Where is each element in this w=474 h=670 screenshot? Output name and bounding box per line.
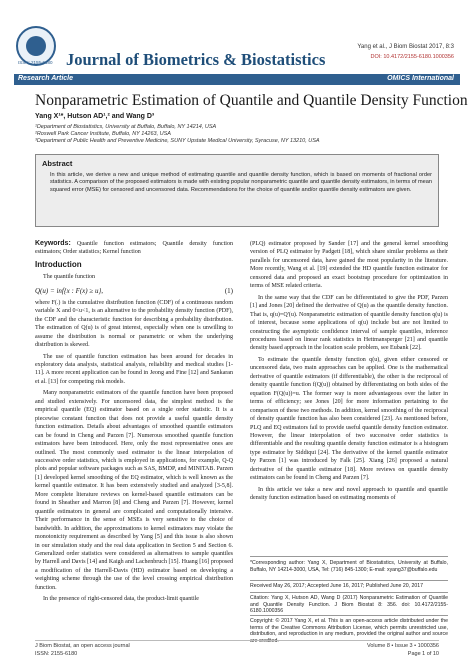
paragraph: where F(.) is the cumulative distribution function (CDF) of a continuous random variable X and 0<u<1, is an alternative to the probability density function (PDF), the CDF and the characteristic function for describing a probability distribution. The estimation of Q(u) is of great interest, especially when one is unwilling to assume the distribution is normal or parametric or when the underlying distribution is skewed. [35, 299, 233, 349]
article-authors: Yang X¹*, Hutson AD¹,² and Wang D³ [35, 113, 155, 120]
keywords [35, 240, 233, 257]
left-column [35, 240, 233, 607]
keywords-text: Quantile function estimators; Quantile density function estimators; Order statistics; Kernel function [35, 241, 233, 256]
paragraph: The quantile function [43, 274, 96, 281]
abstract-heading: Abstract [42, 159, 73, 168]
article-title: Nonparametric Estimation of Quantile and Quantile Density Function [35, 92, 468, 109]
affiliation-1: ¹Department of Biostatistics, University at Buffalo, Buffalo, NY 14214, USA [35, 124, 217, 130]
logo-issn: ISSN: 2155-6180 [18, 60, 53, 65]
paragraph: In this article we take a new and novel approach to quantile and quantile density function estimation based on estimating moments of [250, 486, 448, 502]
citation-line: Yang et al., J Biom Biostat 2017, 8:3 [357, 44, 454, 50]
footnote-divider [250, 556, 448, 557]
keywords-label: Keywords: [35, 240, 71, 247]
intro-heading: Introduction [35, 259, 82, 269]
paragraph: Many nonparametric estimators of the quantile function have been proposed and studied extensively. For uncensored data, the simplest method is the empirical quantile (EQ) estimator based on a single order statistic. It is a piecewise constant function that does not provide a useful quantile density function estimation. Details about advantages of smoothed quantile estimators can be found in Cheng and Parzen [7]. Numerous smoothed quantile function estimators have been introduced. Here, only the most representative ones are outlined. The most commonly used estimator is the linear interpolation of successive order statistics, which is employed in applications, for example, Q-Q plots and popular software packages such as SAS, BMDP, and MINITAB. Parzen [1] developed kernel smoothing of the EQ estimator, which is well known as the kernel quantile estimator. It has been extensively studied and analyzed [3-5,8]. More complete literature reviews on kernel-based quantile estimators can be found in Sheather and Marron [8] and Cheng and Parzen [7]. However, kernel quantile estimators in general are complicated and computationally intensive. Their performance in the sense of MSEs is very sensitive to the choice of bandwidth. In addition, the approximations to kernel estimators may violate the monotonicity requirement as described by Yang [5] and this issue is also shown in our simulation study and the real data application in Section 5 and Section 6. Generalized order statistics were considered as alternatives to sample quantiles by Harrell and Davis [14] and Kaigh and Lachenbruch [15]. Huang [16] proposed a modification of the Harrell-Davis (HD) estimator based on developing a weighting scheme through the use of the level crossing empirical distribution function. [35, 390, 233, 591]
footer-page: Page 1 of 10 [407, 651, 439, 657]
doi-link[interactable]: DOI: 10.4172/2155-6180.1000356 [370, 54, 454, 60]
footer-issn: ISSN: 2155-6180 [35, 651, 78, 657]
footnote-divider [250, 615, 448, 616]
equation-1 [35, 285, 233, 299]
equation-number: (1) [224, 286, 233, 295]
abstract-box [35, 154, 439, 227]
right-column [250, 240, 448, 506]
article-type-banner [14, 74, 460, 85]
footer-journal: J Biom Biostat, an open access journal [35, 643, 130, 649]
citation-note: Citation: Yang X, Hutson AD, Wang D (2017) Nonparametric Estimation of Quantile and Quantile Density Function. J Biom Biostat 8: 356. doi: 10.4172/2155-6180.1000356 [250, 595, 448, 615]
paragraph: (PLQ) estimator proposed by Sander [17] and the general kernel smoothing version of PLQ estimator by Padgett [18], which share similar problems as their parallels for uncensored data, have gained the most popularity in the literature. More recently, Wang et al. [19] extended the HD quantile function estimator for censored data and proposed an exact bootstrap procedure for optimization in terms of MSE related criteria. [250, 241, 448, 290]
paragraph: The use of quantile function estimation has been around for decades in exploratory data analysis, statistical analysis, reliability and medical studies [1-11]. A more recent application can be found in Jeong and Fine [12] and Sankaran et al. [13] for competing risk models. [35, 353, 233, 385]
publisher-name: OMICS International [387, 75, 454, 82]
paragraph: In the same way that the CDF can be differentiated to give the PDF, Parzen [1] and Jones [20] defined the derivative of Q(u) as the quantile density function. That is, q(u)=Q'(u). Nonparametric estimation of quantile density function q(u) is of interest, because some applications of q(u) include but are not limited to constructing the asymptotic confidence interval of sample quantiles, inference procedures based on linear rank statistics in Hettmansperger [21] and quantile density based approach in the location scale problem, see Eubank [22]. [250, 294, 448, 352]
footer-divider [35, 640, 439, 641]
journal-title[interactable]: Journal of Biometrics & Biostatistics [66, 50, 326, 69]
paragraph: To estimate the quantile density function q(u), given either censored or uncensored data, two main approaches can be applied. One is the mathematical derivative of quantile estimators (if differentiable), the other is the reciprocal of density quantile function f(Q(u)) obtained by differentiating on both sides of the equation F(Q(u))=u. The former way is more advantageous over the latter in terms of efficiency; see Jones [20] for more information pertaining to the comparison of these two methods. In addition, kernel smoothing of the reciprocal of density quantile function has also been considered [23]. As mentioned before, PLQ and EQ estimators fail to provide useful quantile density function estimator. However, the linear interpolation of two successive order statistics is differentiable and the resulting quantile density function estimator is a histogram type estimator by Siddiqui [24]. The derivative of the kernel quantile estimator by Parzen [1] was introduced by Falk [25]. Xiang [26] proposed a natural derivative of the quantile estimator [18]. More reviews on quantile density estimators can be found in Cheng and Parzen [7]. [250, 356, 448, 482]
copyright-note: Copyright: © 2017 Yang X, et al. This is an open-access article distributed under the terms of the Creative Commons Attribution License, which permits unrestricted use, distribution, and reproduction in any medium, provided the original author and source [250, 618, 448, 638]
footer-volume: Volume 8 • Issue 3 • 1000356 [366, 643, 439, 649]
dates: Received May 26, 2017; Accepted June 16, 2017; Published June 20, 2017 [250, 583, 424, 589]
equation-body: Q(u) = inf{x : F(x) ≥ u}, [35, 286, 104, 295]
footnote-divider [250, 592, 448, 593]
affiliation-3: ³Department of Public Health and Preventive Medicine, SUNY Upstate Medical University, Syracuse, NY 13210, USA [35, 138, 320, 144]
journal-header [0, 0, 474, 72]
paragraph: In the presence of right-censored data, the product-limit quantile [43, 596, 199, 603]
corresponding-author: *Corresponding author: Yang X, Department of Biostatistics, University at Buffalo, Buffalo, NY 14214-3000, USA, Tel: (716) 845-1300; E-mail: xyang37@buffalo.edu [250, 560, 448, 573]
article-type: Research Article [18, 75, 73, 82]
footnote-divider [250, 580, 448, 581]
affiliation-2: ²Roswell Park Cancer Institute, Buffalo, NY 14263, USA [35, 131, 171, 137]
abstract-text: In this article, we derive a new and unique method of estimating quantile and quantile density function, which is based on moments of fractional order statistics. A comparison of the proposed estimators is made with existing popular nonparametric quantile and quantile density estimators, in terms of mean squared error (MSE) for censored and uncensored data. Recommendations for the choice of quantile and/or quantile density estimators are given. [50, 172, 432, 193]
